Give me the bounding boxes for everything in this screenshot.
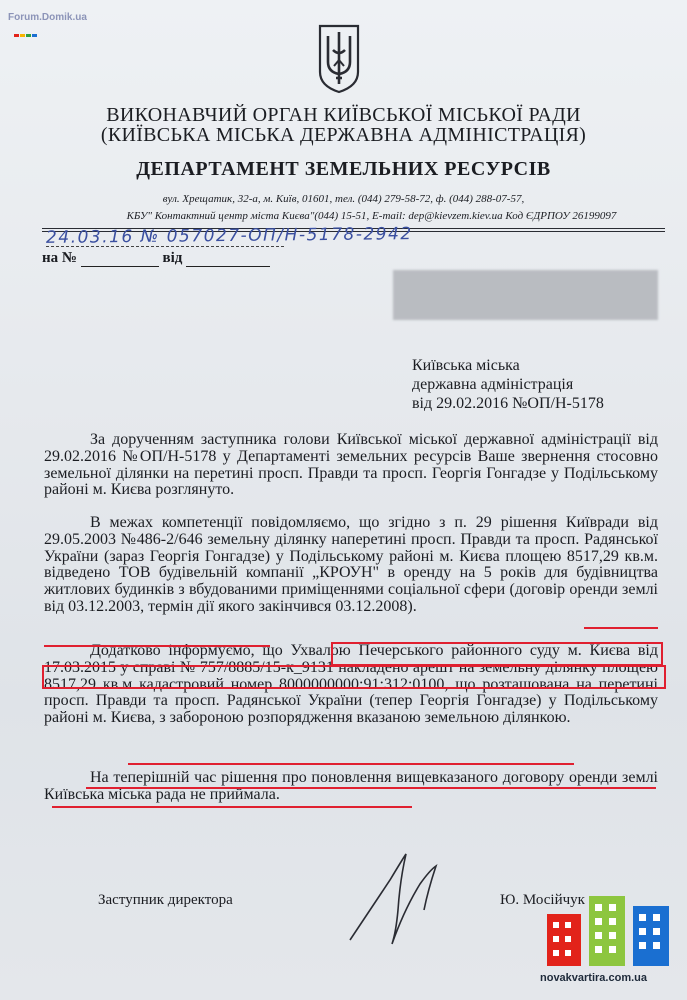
annotation-underline (44, 645, 270, 647)
paragraph-1: За дорученням заступника голови Київської міської державної адміністрації від 29.02.2016 №ОП/Н-5178 у Департаменті земельних ресурсів Ваше звернення стосовно земельної ділянки на перетині просп. Правди та просп. Георгія Гонгадзе у Подільському районі м. Києва розглянуто. (44, 431, 658, 499)
annotation-box (331, 642, 663, 666)
annotation-underline (86, 787, 656, 789)
annotation-box (42, 665, 666, 689)
annotation-underline (128, 763, 574, 765)
reference-line (42, 250, 270, 267)
authority-name-alt: (КИЇВСЬКА МІСЬКА ДЕРЖАВНА АДМІНІСТРАЦІЯ) (100, 124, 587, 146)
signer-position: Заступник директора (98, 892, 233, 908)
recipient-block (412, 356, 604, 413)
annotation-underline (52, 806, 412, 808)
recipient-line-3: від 29.02.2016 №ОП/Н-5178 (412, 395, 604, 412)
registration-date-line (46, 246, 284, 247)
reference-date-label: від (162, 250, 183, 266)
handwritten-signature-icon (340, 840, 460, 950)
redacted-area (393, 270, 658, 320)
site-watermark: novakvartira.com.ua (540, 972, 647, 984)
address-line-2: КБУ" Контактний центр міста Києва"(044) 15-51, E-mail: dep@kievzem.kiev.ua Код ЄДРПОУ 26199097 (126, 210, 617, 222)
paragraph-4: На теперішній час рішення про поновлення вищевказаного договору оренди землі Київська міська рада не приймала. (44, 769, 658, 803)
authority-name: ВИКОНАВЧИЙ ОРГАН КИЇВСЬКОЇ МІСЬКОЇ РАДИ (106, 104, 581, 126)
forum-watermark: Forum.Domik.ua (8, 12, 87, 23)
paragraph-2: В межах компетенції повідомляємо, що згідно з п. 29 рішення Київради від 29.05.2003 №486-2/646 земельну ділянку наперетині просп. Правди та просп. Радянської України (зараз Георгія Гонгадзе) у Подільському районі м. Києва площею 8517,29 кв.м. відведено ТОВ будівельній компанії „КРОУН" в оренду на 5 років для будівництва житлових будинків з вбудованими приміщеннями соціальної сфери (договір оренди землі від 03.12.2003, термін дії якого закінчився 03.12.2008). (44, 514, 658, 615)
building-logo-icon (545, 888, 671, 968)
signer-name: Ю. Мосійчук (500, 892, 585, 908)
watermark-color-dots (14, 24, 38, 42)
recipient-line-2: державна адміністрація (412, 376, 574, 393)
handwritten-registration-number: 24.03.16 № 057027-ОП/Н-5178-2942 (45, 224, 413, 248)
annotation-underline (584, 627, 658, 629)
reference-number-label: на № (42, 250, 77, 266)
address-line-1: вул. Хрещатик, 32-а, м. Київ, 01601, тел. (044) 279-58-72, ф. (044) 288-07-57, (162, 193, 525, 205)
recipient-line-1: Київська міська (412, 357, 520, 374)
department-title: ДЕПАРТАМЕНТ ЗЕМЕЛЬНИХ РЕСУРСІВ (136, 158, 551, 180)
trident-emblem-icon (316, 22, 362, 94)
paragraph-3: Додатково інформуємо, що Ухвалою Печерського районного суду м. Києва від 17.03.2015 у справі № 757/8885/15-к_9131 накладено арешт на земельну ділянку площею 8517,29 кв.м кадастровий номер 8000000000:91:312:0100, що розташована на перетині просп. Правди та просп. Радянської України (тепер Георгія Гонгадзе) у Подільському районі м. Києва, з забороною розпорядження вказаною земельною ділянкою. (44, 642, 658, 727)
